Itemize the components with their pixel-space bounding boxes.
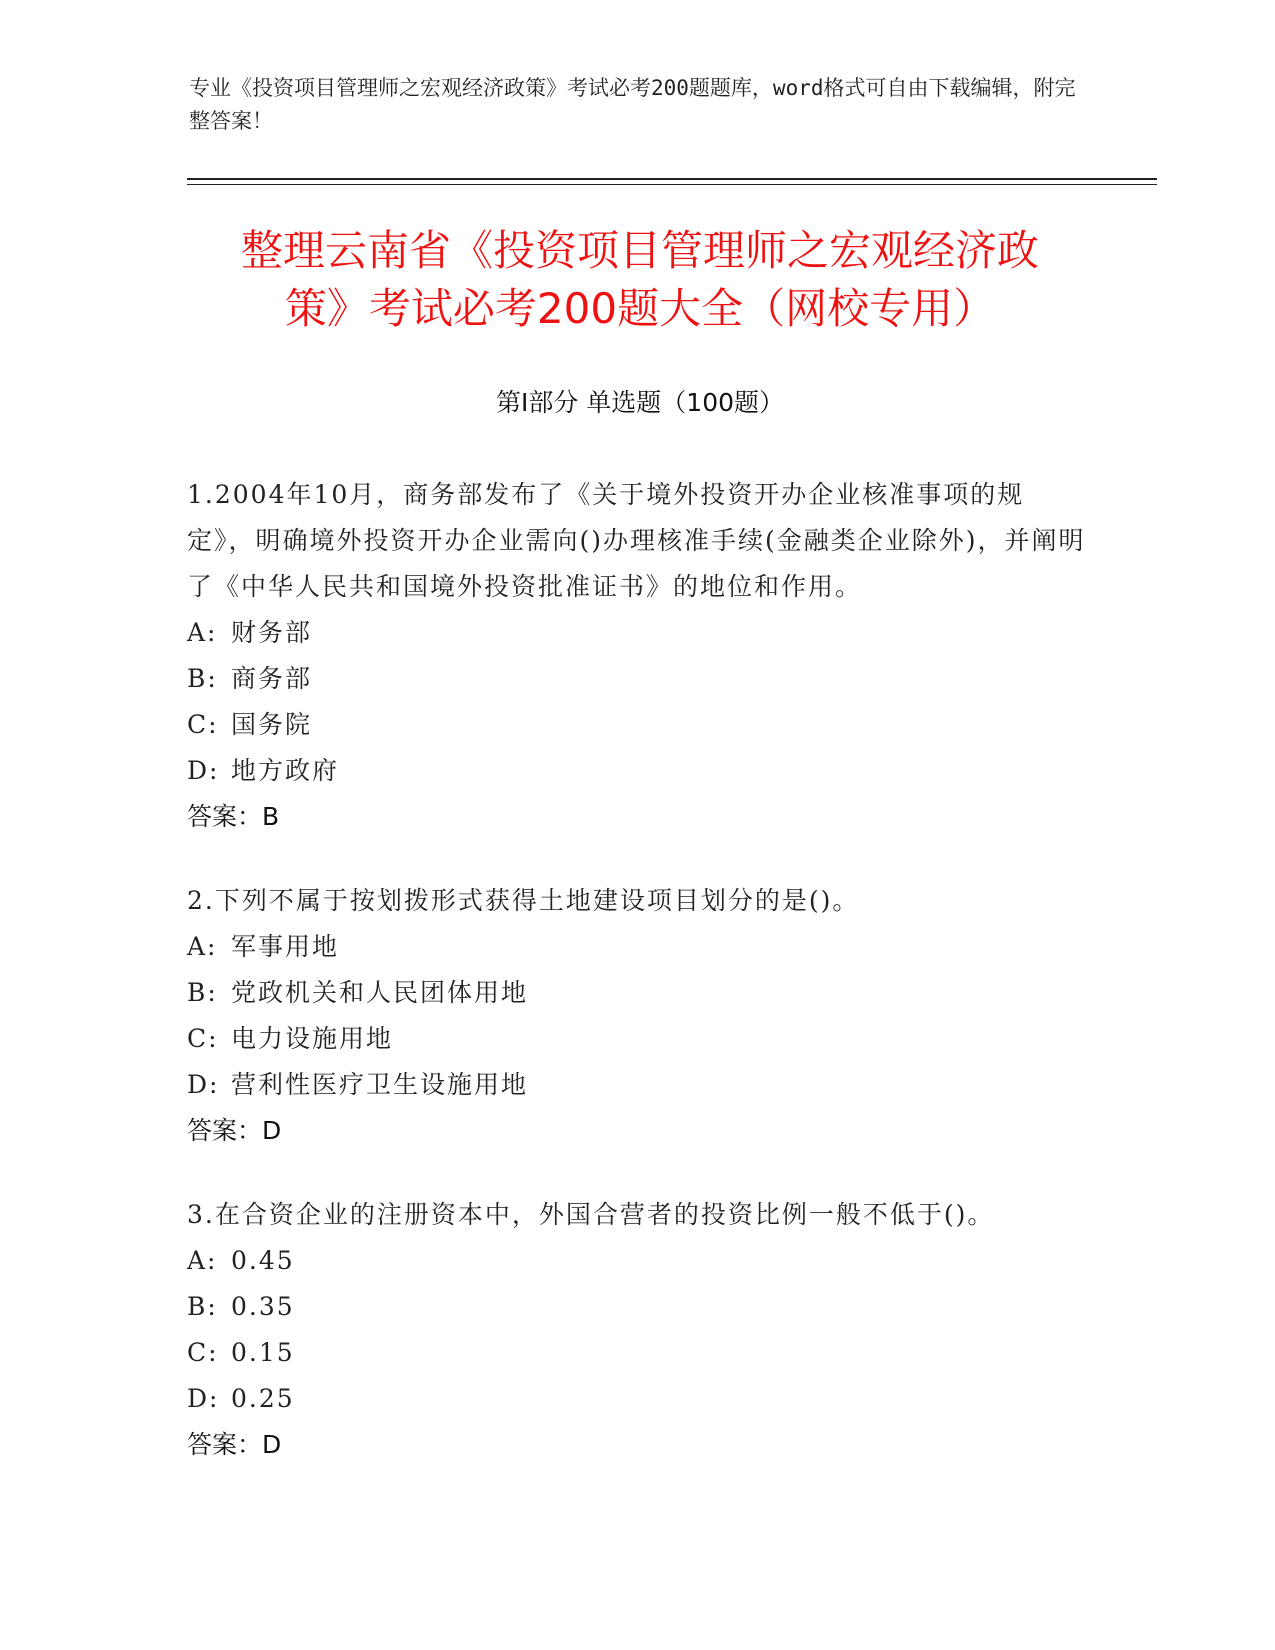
document-header: 专业《投资项目管理师之宏观经济政策》考试必考200题题库，word格式可自由下载编辑，附完整答案！ xyxy=(189,76,1076,133)
option-key: C: xyxy=(187,1338,219,1367)
option-key: A: xyxy=(187,932,218,961)
document-title xyxy=(180,222,1100,338)
section-heading: 第Ⅰ部分 单选题（100题） xyxy=(495,388,785,417)
question-list xyxy=(187,472,1087,1506)
title-line-1: 整理云南省《投资项目管理师之宏观经济政 xyxy=(240,226,1039,275)
answer-line: 答案：D xyxy=(187,1430,282,1459)
option-key: B: xyxy=(187,1292,218,1321)
option-value: 0.35 xyxy=(231,1292,295,1321)
option-d xyxy=(187,748,1087,794)
question-item xyxy=(187,878,1087,1154)
option-key: B: xyxy=(187,978,218,1007)
option-key: A: xyxy=(187,618,218,647)
question-item xyxy=(187,1192,1087,1468)
option-d xyxy=(187,1062,1087,1108)
answer-line: 答案：B xyxy=(187,802,280,831)
option-a xyxy=(187,924,1087,970)
option-key: C: xyxy=(187,710,219,739)
option-c xyxy=(187,1330,1087,1376)
option-value: 0.25 xyxy=(231,1384,295,1413)
option-key: D: xyxy=(187,1384,220,1413)
option-value: 党政机关和人民团体用地 xyxy=(231,978,529,1007)
title-line-2: 策》考试必考200题大全（网校专用） xyxy=(284,284,996,333)
header-divider-thick xyxy=(187,178,1157,180)
question-text: 2.下列不属于按划拨形式获得土地建设项目划分的是()。 xyxy=(187,886,860,915)
option-value: 电力设施用地 xyxy=(231,1024,394,1053)
option-c xyxy=(187,1016,1087,1062)
option-a xyxy=(187,1238,1087,1284)
option-value: 营利性医疗卫生设施用地 xyxy=(231,1070,529,1099)
option-value: 国务院 xyxy=(231,710,313,739)
option-b xyxy=(187,656,1087,702)
question-item xyxy=(187,472,1087,840)
option-c xyxy=(187,702,1087,748)
option-d xyxy=(187,1376,1087,1422)
option-key: D: xyxy=(187,1070,220,1099)
option-b xyxy=(187,1284,1087,1330)
option-key: B: xyxy=(187,664,218,693)
question-text: 1.2004年10月，商务部发布了《关于境外投资开办企业核准事项的规定》，明确境外投资开办企业需向()办理核准手续(金融类企业除外)，并阐明了《中华人民共和国境外投资批准证书》的地位和作用。 xyxy=(187,480,1086,601)
option-key: A: xyxy=(187,1246,218,1275)
question-text: 3.在合资企业的注册资本中，外国合营者的投资比例一般不低于()。 xyxy=(187,1200,995,1229)
option-b xyxy=(187,970,1087,1016)
header-divider-thin xyxy=(187,184,1157,185)
option-key: C: xyxy=(187,1024,219,1053)
option-value: 军事用地 xyxy=(231,932,340,961)
option-value: 商务部 xyxy=(231,664,313,693)
option-key: D: xyxy=(187,756,220,785)
option-value: 财务部 xyxy=(231,618,313,647)
option-value: 0.45 xyxy=(231,1246,295,1275)
answer-line: 答案：D xyxy=(187,1116,282,1145)
option-value: 地方政府 xyxy=(231,756,340,785)
option-a xyxy=(187,610,1087,656)
option-value: 0.15 xyxy=(231,1338,295,1367)
